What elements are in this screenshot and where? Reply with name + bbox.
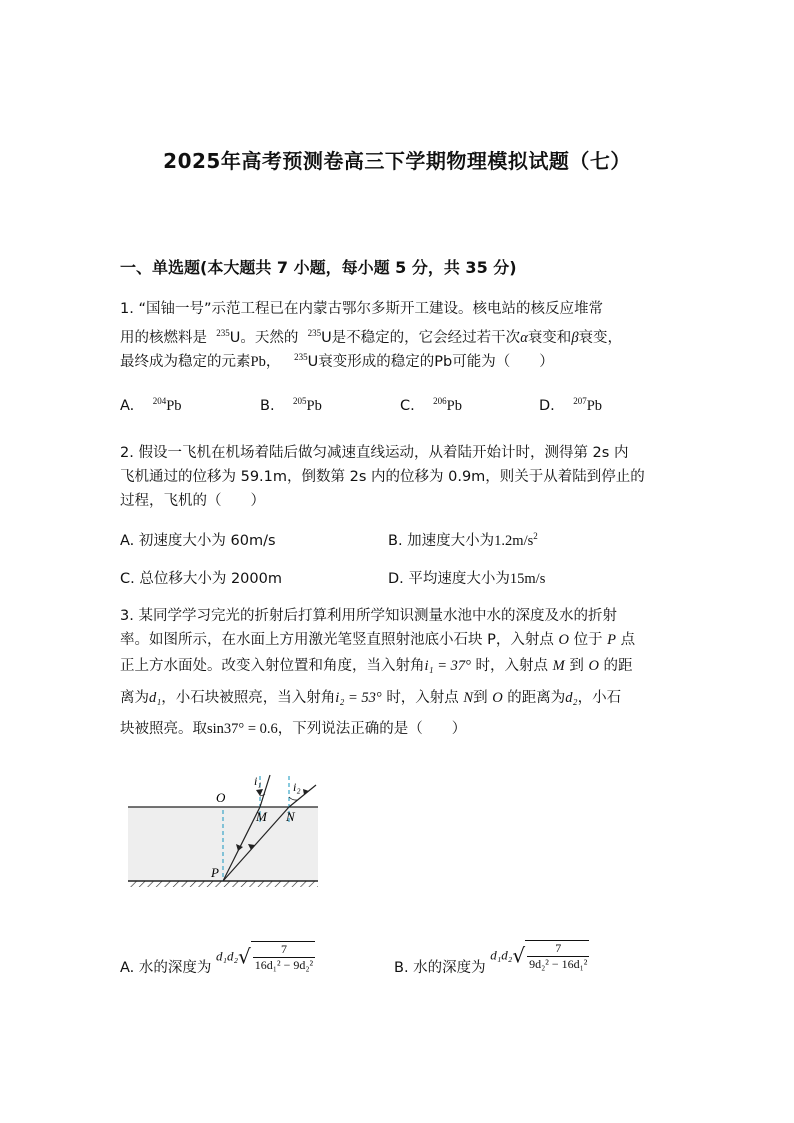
q3-line-3: 正上方水面处。改变入射位置和角度，当入射角i₁ = 37° 时，入射点 M 到 O 的距 <box>120 658 633 674</box>
q3-option-b[interactable]: B. 水的深度为 d₁d₂√ $\frac{7}{\text{9d₂² − 16d₁²}}$ <box>394 940 588 976</box>
label-o: O <box>216 790 226 805</box>
label-i1: i₁ <box>254 774 262 788</box>
label-i2: i₂ <box>293 780 301 794</box>
q1-option-d[interactable]: D. $^{207}$Pb <box>539 396 603 414</box>
q2-line-2: 飞机通过的位移为 59.1m，倒数第 2s 内的位移为 0.9m，则关于从着陆到停止的 <box>120 469 645 485</box>
q2-line-1: 2. 假设一飞机在机场着陆后做匀减速直线运动，从着陆开始计时，测得第 2s 内 <box>120 445 629 461</box>
q3-line-1: 3. 某同学学习完光的折射后打算利用所学知识测量水池中水的深度及水的折射 <box>120 608 617 624</box>
label-m: M <box>256 809 267 824</box>
q3-line-4: 离为d₁，小石块被照亮，当入射角i₂ = 53° 时，入射点 N到 O 的距离为d₂，小石 <box>120 690 622 706</box>
q1-line-3: 最终成为稳定的元素Pb， $^{235}$U衰变形成的稳定的Pb可能为（ ） <box>120 352 554 370</box>
q1-option-b[interactable]: B. $^{205}$Pb <box>260 396 322 414</box>
q1-line-1: 1. “国铀一号”示范工程已在内蒙古鄂尔多斯开工建设。核电站的核反应堆常 <box>120 301 603 317</box>
q2-line-3: 过程，飞机的（ ） <box>120 493 265 509</box>
q3-option-a[interactable]: A. 水的深度为 d₁d₂√ $\frac{7}{\text{16d₁² − 9d₂²}}$ <box>120 941 314 976</box>
section-heading: 一、单选题(本大题共 7 小题，每小题 5 分，共 35 分) <box>120 258 517 277</box>
label-p: P <box>211 865 219 880</box>
q3-line-2: 率。如图所示，在水面上方用激光笔竖直照射池底小石块 P，入射点 O 位于 P 点 <box>120 632 636 648</box>
q2-option-c[interactable]: C. 总位移大小为 2000m <box>120 571 282 587</box>
page-title: 2025年高考预测卷高三下学期物理模拟试题（七） <box>163 149 631 173</box>
q3-line-5: 块被照亮。取sin37° = 0.6，下列说法正确的是（ ） <box>120 721 467 737</box>
q2-option-b[interactable]: B. 加速度大小为$1.2m/s^2$ <box>388 531 538 549</box>
q1-option-c[interactable]: C. $^{206}$Pb <box>400 396 462 414</box>
refraction-diagram <box>120 770 340 895</box>
pool-bottom-hatch <box>128 881 318 887</box>
q2-option-d[interactable]: D. 平均速度大小为15m/s <box>388 571 546 587</box>
q1-option-a[interactable]: A. $^{204}$Pb <box>120 396 182 414</box>
q2-option-a[interactable]: A. 初速度大小为 60m/s <box>120 533 276 549</box>
label-n: N <box>286 809 295 824</box>
q1-line-2: 用的核燃料是 $^{235}$U。天然的 $^{235}$U是不稳定的，它会经过若干次α衰变和β衰变， <box>120 328 623 346</box>
